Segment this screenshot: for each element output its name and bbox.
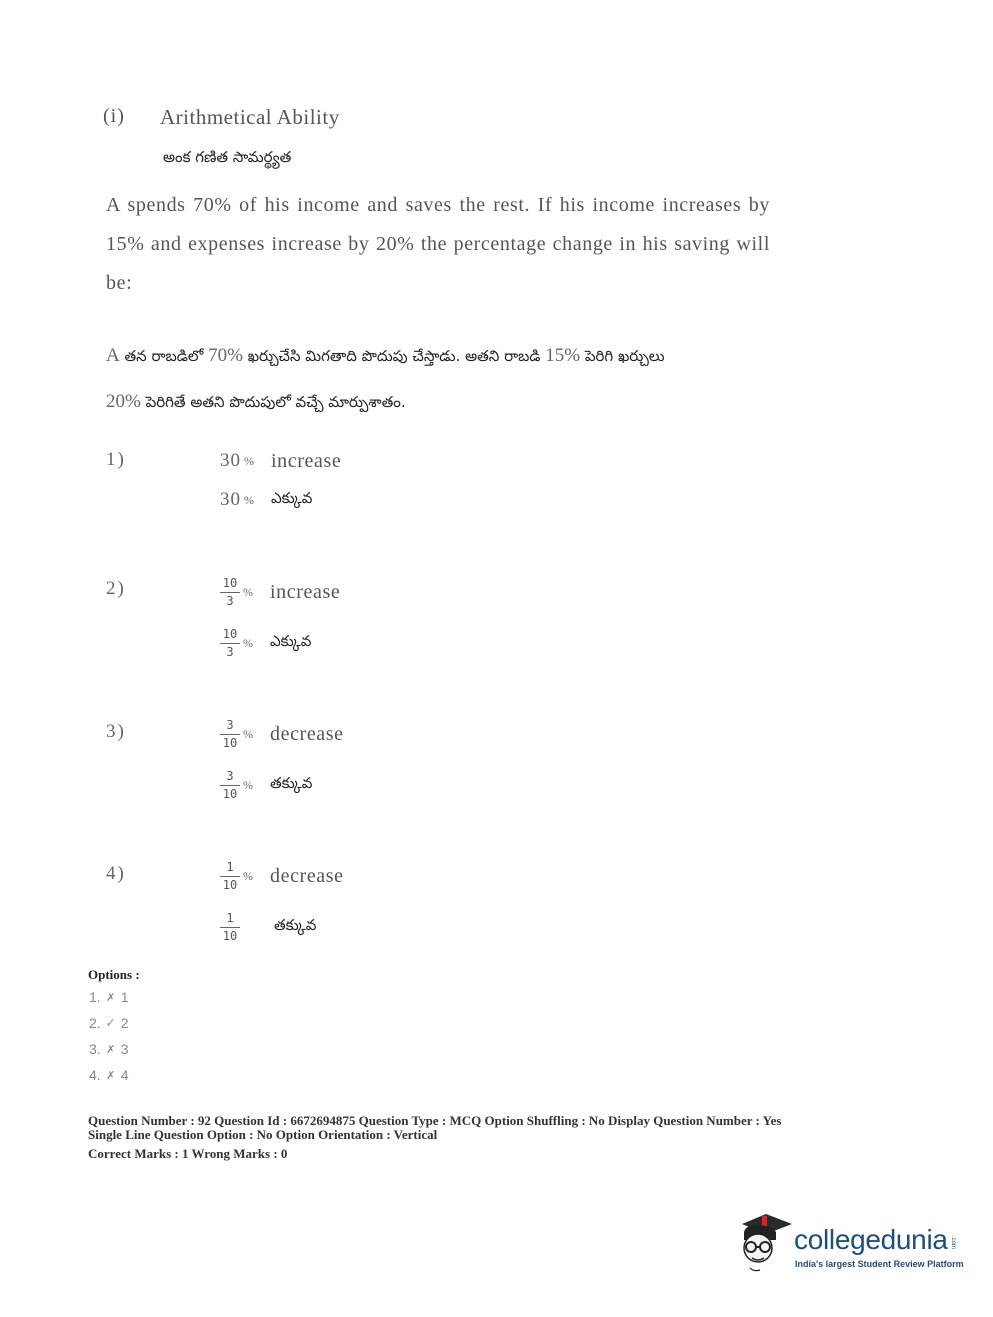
choice-4-telugu: $\frac{1}{10}$ తక్కువ: [220, 908, 316, 946]
fraction: $\frac{1}{10}$: [220, 912, 240, 943]
brand-tagline: India's largest Student Review Platform: [795, 1259, 964, 1269]
fraction: $\frac{1}{10}$: [220, 861, 240, 892]
choice-4-number: 4): [106, 863, 126, 884]
choice-2-telugu: $\frac{10}{3}$ % ఎక్కువ: [220, 624, 311, 662]
question-text-english: A spends 70% of his income and saves the rest. If his income increases by 15% and expenses increase by 20% the percentage change in his saving will be:: [106, 194, 770, 294]
cross-icon: ✗: [106, 1043, 116, 1056]
option-item-4[interactable]: 4. ✗ 4: [89, 1067, 129, 1083]
brand-name: collegedunia: [794, 1224, 948, 1255]
choice-3-telugu: $\frac{3}{10}$ % తక్కువ: [220, 766, 312, 804]
choice-3-number: 3): [106, 721, 126, 742]
fraction: $\frac{10}{3}$: [220, 577, 240, 608]
option-item-3[interactable]: 3. ✗ 3: [89, 1041, 129, 1057]
brand-domain-suffix: .com: [950, 1236, 956, 1250]
choice-3-english: $\frac{3}{10}$ % decrease: [220, 715, 344, 753]
fraction: $\frac{3}{10}$: [220, 770, 240, 801]
option-item-2[interactable]: 2. ✓ 2: [89, 1015, 129, 1031]
choice-2-number: 2): [106, 578, 126, 599]
section-title-telugu: అంక గణిత సామర్థ్యత: [163, 148, 292, 166]
question-telugu-line-2: 20% పెరిగితే అతని పొదుపులో వచ్చే మార్పుశాతం.: [106, 391, 406, 412]
choice-1-english: 30 % increase: [220, 449, 342, 472]
cross-icon: ✗: [106, 1069, 116, 1082]
check-icon: ✓: [105, 1015, 117, 1030]
section-title: Arithmetical Ability: [160, 105, 340, 129]
cross-icon: ✗: [106, 991, 116, 1004]
fraction: $\frac{10}{3}$: [220, 628, 240, 659]
section-number: (i): [103, 105, 125, 127]
option-item-1[interactable]: 1. ✗ 1: [89, 989, 129, 1005]
choice-4-english: $\frac{1}{10}$ % decrease: [220, 857, 344, 895]
question-text-telugu: [106, 333, 806, 425]
fraction: $\frac{3}{10}$: [220, 719, 240, 750]
options-label: Options :: [88, 967, 140, 982]
question-telugu-line-1: A తన రాబడిలో 70% ఖర్చుచేసి మిగతాది పొదుపు చేస్తాడు. అతని రాబడి 15% పెరిగి ఖర్చులు: [106, 345, 665, 366]
question-meta-line-2: Single Line Question Option : No Option Orientation : Vertical: [88, 1127, 438, 1142]
question-meta-line-1: Question Number : 92 Question Id : 6672694875 Question Type : MCQ Option Shuffling : No Display Question Number : Yes: [88, 1113, 782, 1128]
choice-2-english: $\frac{10}{3}$ % increase: [220, 573, 340, 611]
question-marks: Correct Marks : 1 Wrong Marks : 0: [88, 1146, 288, 1161]
collegedunia-mascot-logo: [736, 1210, 794, 1280]
choice-1-number: 1): [106, 449, 126, 470]
choice-1-telugu: 30 % ఎక్కువ: [220, 489, 313, 510]
